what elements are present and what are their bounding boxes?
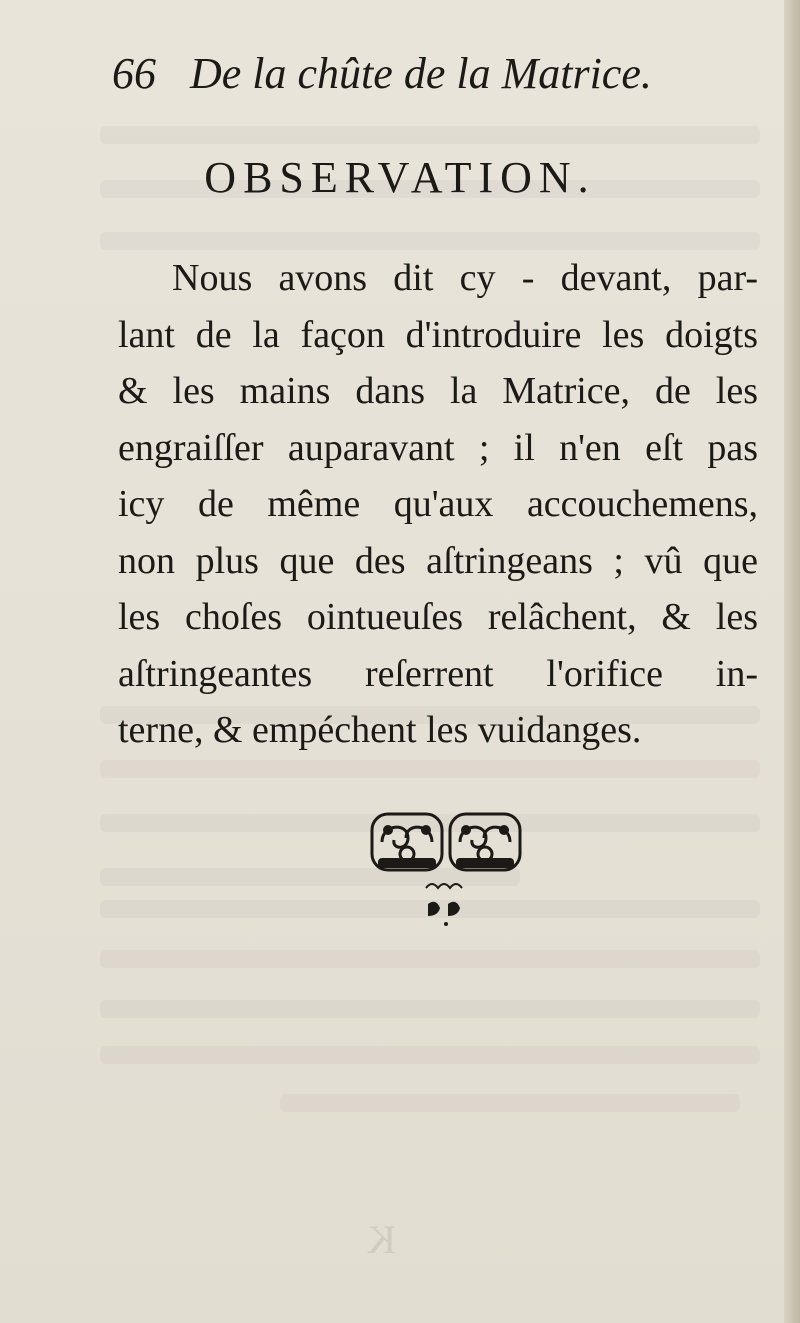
- show-through-signature-mark: K: [367, 1217, 396, 1262]
- page-edge: [784, 0, 800, 1323]
- section-title: OBSERVATION.: [204, 153, 596, 202]
- paragraph-line: non plus que des aſtringeans ; vû que: [118, 539, 758, 582]
- running-title: De la chûte de la Matrice.: [190, 49, 652, 98]
- fleuron-ornament-icon: [368, 808, 524, 930]
- paragraph-line: les choſes ointueuſes relâchent, & les: [118, 596, 758, 638]
- paragraph-line: aſtringeantes reſerrent l'orifice in-: [118, 652, 758, 695]
- observation-paragraph: [118, 250, 758, 759]
- paragraph-line: engraiſſer auparavant ; il n'en eſt pas: [118, 426, 758, 469]
- paragraph-line: Nous avons dit cy - devant, par-: [172, 257, 758, 299]
- paragraph-line: icy de même qu'aux accouchemens,: [118, 483, 758, 525]
- page-number: 66: [112, 49, 156, 98]
- paragraph-line: lant de la façon d'introduire les doigts: [118, 313, 758, 356]
- paragraph-line: & les mains dans la Matrice, de les: [118, 370, 758, 412]
- running-header: [112, 44, 752, 104]
- paragraph-line: terne, & empéchent les vuidanges.: [118, 709, 642, 751]
